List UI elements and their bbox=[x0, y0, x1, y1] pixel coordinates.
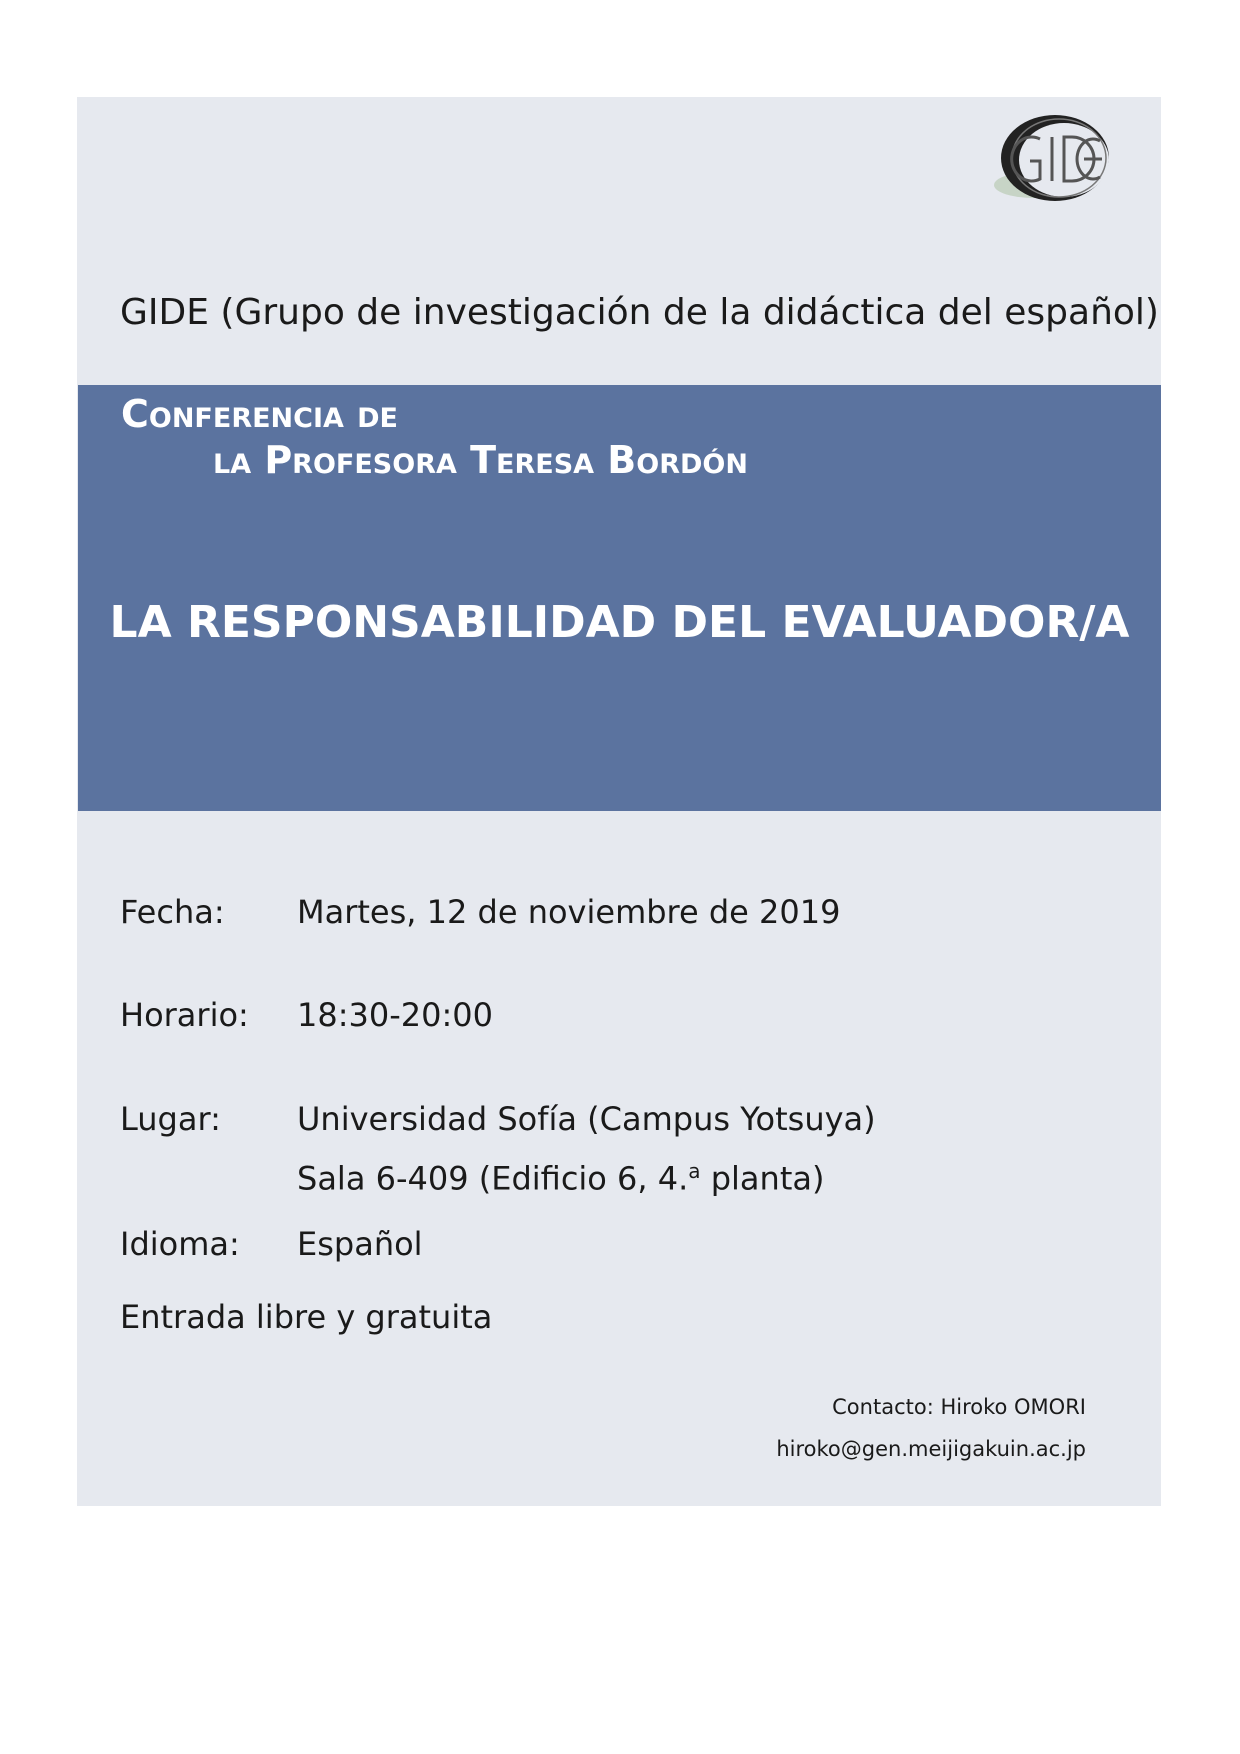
language-value: Español bbox=[297, 1225, 423, 1263]
place-line-2 bbox=[297, 1149, 824, 1201]
conference-line-1: Conferencia de bbox=[121, 392, 398, 436]
free-entry-note: Entrada libre y gratuita bbox=[120, 1298, 493, 1336]
time-value: 18:30-20:00 bbox=[297, 996, 493, 1034]
language-label: Idioma: bbox=[120, 1225, 240, 1263]
place-label: Lugar: bbox=[120, 1100, 221, 1138]
contact-name: Contacto: Hiroko OMORI bbox=[832, 1395, 1086, 1419]
gide-logo-icon bbox=[982, 113, 1114, 205]
title-banner bbox=[78, 385, 1161, 811]
place-line-2-prefix: Sala 6-409 (Edificio 6, 4. bbox=[297, 1159, 689, 1198]
place-line-2-suffix: planta) bbox=[700, 1159, 825, 1198]
conference-line-2: la Profesora Teresa Bordón bbox=[213, 438, 748, 482]
place-line-1: Universidad Sofía (Campus Yotsuya) bbox=[297, 1100, 876, 1138]
date-label: Fecha: bbox=[120, 893, 225, 931]
time-label: Horario: bbox=[120, 996, 249, 1034]
place-line-2-ordinal: a bbox=[688, 1159, 701, 1183]
contact-email[interactable]: hiroko@gen.meijigakuin.ac.jp bbox=[776, 1437, 1086, 1461]
date-value: Martes, 12 de noviembre de 2019 bbox=[297, 893, 841, 931]
talk-title: LA RESPONSABILIDAD DEL EVALUADOR/A bbox=[109, 597, 1130, 648]
organization-name: GIDE (Grupo de investigación de la didáctica del español) bbox=[120, 292, 1159, 333]
